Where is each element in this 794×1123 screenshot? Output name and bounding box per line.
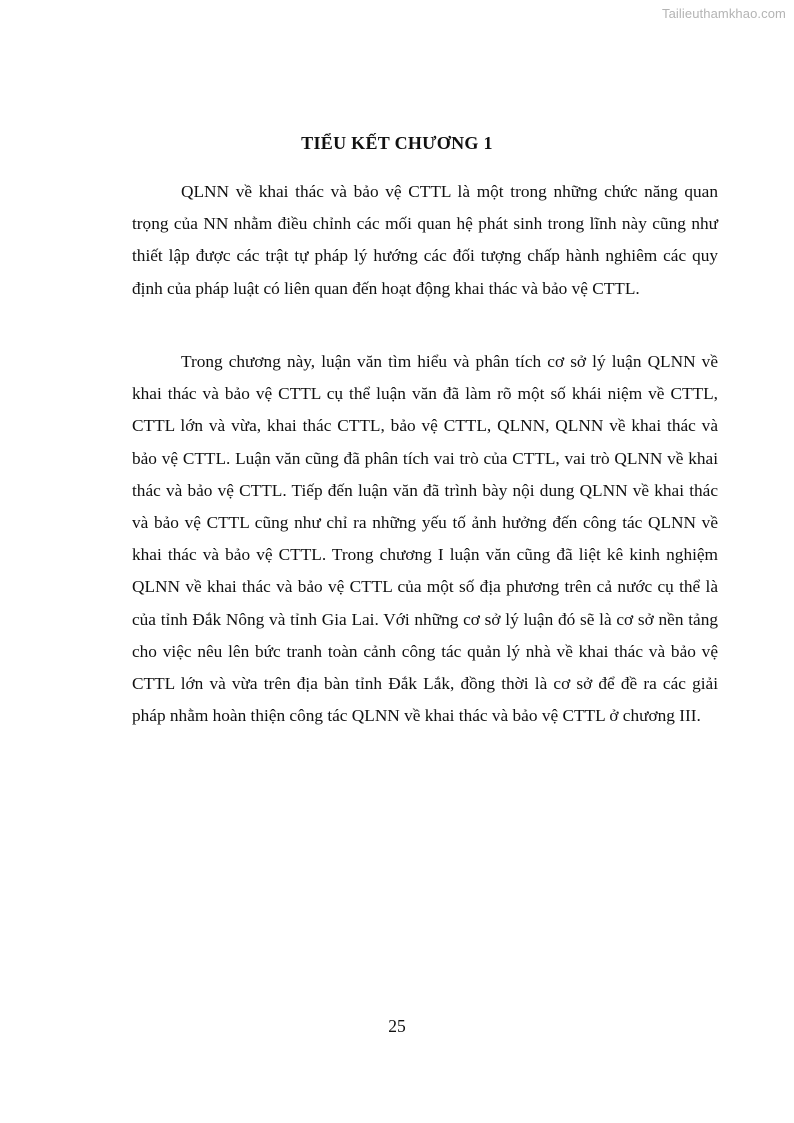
paragraph-1: QLNN về khai thác và bảo vệ CTTL là một trong những chức năng quan trọng của NN nhằm điều chỉnh các mối quan hệ phát sinh trong lĩnh này cũng như thiết lập được các trật tự pháp lý hướng các đối tượng chấp hành nghiêm các quy định của pháp luật có liên quan đến hoạt động khai thác và bảo vệ CTTL. <box>132 182 718 298</box>
section-title: TIỂU KẾT CHƯƠNG 1 <box>301 133 493 153</box>
watermark: Tailieuthamkhao.com <box>661 6 786 21</box>
paragraph-block-2 <box>132 346 718 732</box>
page-number: 25 <box>388 1016 406 1036</box>
paragraph-2: Trong chương này, luận văn tìm hiểu và phân tích cơ sở lý luận QLNN về khai thác và bảo vệ CTTL cụ thể luận văn đã làm rõ một số khái niệm về CTTL, CTTL lớn và vừa, khai thác CTTL, bảo vệ CTTL, QLNN, QLNN về khai thác và bảo vệ CTTL. Luận văn cũng đã phân tích vai trò của CTTL, vai trò QLNN về khai thác và bảo vệ CTTL. Tiếp đến luận văn đã trình bày nội dung QLNN về khai thác và bảo vệ CTTL cũng như chỉ ra những yếu tố ảnh hưởng đến công tác QLNN về khai thác và bảo vệ CTTL. Trong chương I luận văn cũng đã liệt kê kinh nghiệm QLNN về khai thác và bảo vệ CTTL của một số địa phương trên cả nước cụ thể là của tỉnh Đắk Nông và tỉnh Gia Lai. Với những cơ sở lý luận đó sẽ là cơ sở nền tảng cho việc nêu lên bức tranh toàn cảnh công tác quản lý nhà về khai thác và bảo vệ CTTL lớn và vừa trên địa bàn tỉnh Đắk Lắk, đồng thời là cơ sở để đề ra các giải pháp nhằm hoàn thiện công tác QLNN về khai thác và bảo vệ CTTL ở chương III. <box>132 352 718 726</box>
paragraph-block-1 <box>132 176 718 305</box>
